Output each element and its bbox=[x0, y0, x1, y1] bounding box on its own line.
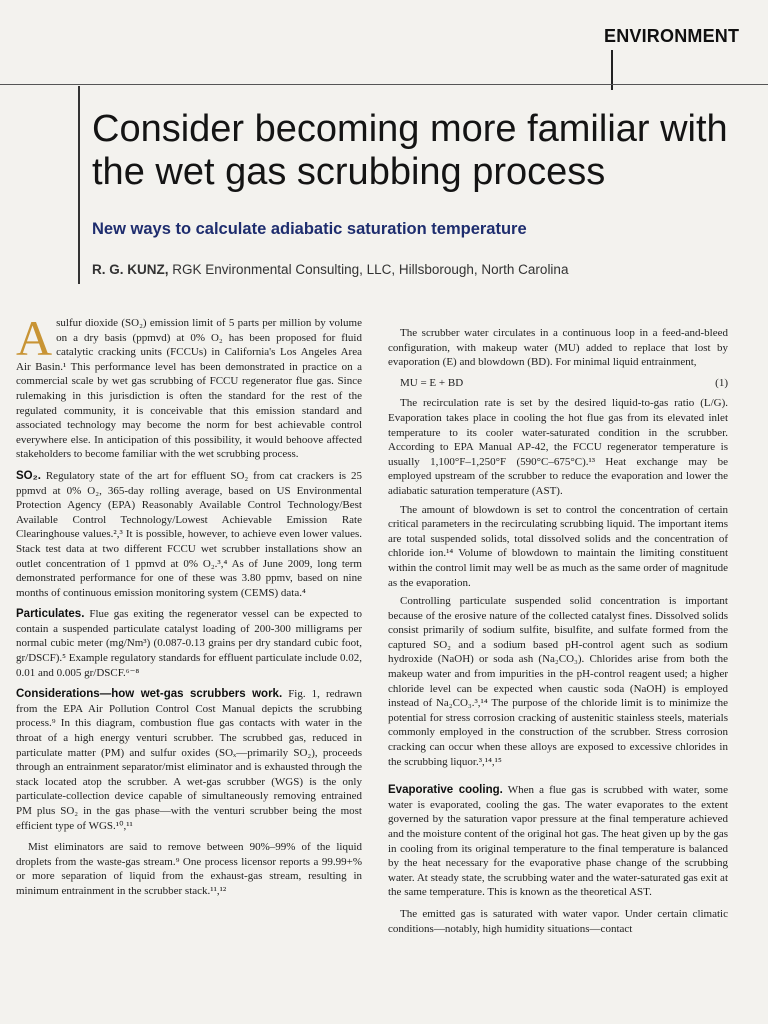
evaporative-cooling-text: When a flue gas is scrubbed with water, some water is evaporated, cooling the gas. The water evaporates to the extent governed by the saturation vapor pressure at the final temperature achieved and the moisture content of the original hot gas. The heat given up by the gas in cooling from its original temperature to the final temperature is balanced by the heat necessary for the evaporative phase change of the scrubbing water. At steady state, the scrubbing water and the water-saturated gas exit at the same temperature. This is known as the theoretical AST. bbox=[388, 784, 728, 899]
evaporative-cooling-paragraph bbox=[388, 783, 728, 900]
emitted-gas-paragraph: The emitted gas is saturated with water vapor. Under certain climatic conditions—notably, high humidity situations—contact bbox=[388, 907, 728, 935]
right-column bbox=[388, 326, 728, 940]
so2-paragraph bbox=[16, 469, 362, 600]
recirculation-paragraph: The scrubber water circulates in a continuous loop in a feed-and-bleed configuration, with makeup water (MU) added to replace that lost by evaporation (E) and blowdown (BD). For minimal liquid entrainment, bbox=[388, 327, 728, 369]
header-rule bbox=[0, 84, 768, 85]
so2-heading: SO₂. bbox=[16, 469, 41, 482]
considerations-heading: Considerations—how wet-gas scrubbers work. bbox=[16, 688, 283, 701]
recirculation-rate-paragraph: The recirculation rate is set by the desired liquid-to-gas ratio (L/G). Evaporation takes place in cooling the hot flue gas from its elevated inlet temperature to its cooler water-saturated condition in the scrubber. According to EPA Manual AP-42, the FCCU regenerator temperature is usually 1,100°F–1,250°F (590°C–675°C).¹³ Heat exchange may be employed upstream of the scrubber to reduce the evaporation and lower the adiabatic saturation temperature (AST). bbox=[388, 397, 728, 497]
mist-paragraph: Mist eliminators are said to remove between 90%–99% of the liquid droplets from the waste-gas stream.⁹ One process licensor reports a 99.99+% or more separation of liquid from the exhaust-gas stream, resulting in minimum entrainment in the scrubber stack.¹¹,¹² bbox=[16, 841, 362, 897]
intro-text: sulfur dioxide (SO₂) emission limit of 5 parts per million by volume on a dry basis (ppmvd) at 0% O₂ has been proposed for fluid catalytic cracking units (FCCUs) in California's Los Angeles Area Air Basin.¹ This performance level has been demonstrated in practice on a commercial scale by wet gas scrubbing of FCCU regenerator flue gas. Since rulemaking in this jurisdiction is often the standard for the rest of the regulated community, it is conceivable that this emission standard and associated technology may become the norm for best achievable control everywhere else. In anticipation of this possibility, it would behoove affected stakeholders to become familiar with the wet scrubbing process. bbox=[16, 317, 362, 461]
left-column bbox=[16, 310, 362, 903]
drop-cap: A bbox=[16, 310, 53, 366]
considerations-text: Fig. 1, redrawn from the EPA Air Pollution Control Cost Manual depicts the scrubbing process.⁹ In this diagram, combustion flue gas contacts with water in the throat of a high energy venturi scrubber. The scrubbed gas, reduced in particulate matter (PM) and sulfur oxides (SOₓ—primarily SO₂), proceeds through an entrainment separator/mist eliminator and is exhausted through the stack located atop the scrubber. A wet-gas scrubber (WGS) is the only particulate-collection device capable of simultaneously removing entrained PM plus SO₂ in the gas phase—with the venturi scrubber being the most efficient type of WGS.¹⁰,¹¹ bbox=[16, 688, 362, 832]
particulates-paragraph bbox=[16, 607, 362, 680]
article-subtitle: New ways to calculate adiabatic saturation temperature bbox=[92, 220, 527, 238]
blowdown-paragraph: The amount of blowdown is set to control the concentration of certain critical parameters in the recirculating scrubbing liquid. The important items are total suspended solids, total dissolved solids and the concentration of chloride ion.¹⁴ Volume of blowdown to maintain the limiting constituent within the control limit may well be as much as the same order of magnitude as the evaporation. bbox=[388, 503, 728, 589]
particulates-text: Flue gas exiting the regenerator vessel can be expected to contain a suspended particulate catalyst loading of 200-300 milligrams per normal cubic meter (mg/Nm³) (0.087-0.13 grains per dry standard cubic foot, gr/DSCF).⁵ Example regulatory standards for effluent particulate include 0.02, 0.01 and 0.005 gr/DSCF.⁶⁻⁸ bbox=[16, 608, 362, 679]
particulate-control-paragraph: Controlling particulate suspended solid concentration is important because of the erosive nature of the collected catalyst fines. Dissolved solids consist primarily of sodium sulfite, bisulfite, and sulfate formed from the captured SO₂ and a sodium based pH-control agent such as sodium hydroxide (NaOH) or soda ash (Na₂CO₃). Chlorides arise from both the makeup water and from impurities in the pH-control reagent used; a higher chloride level can be expected when caustic soda (NaOH) is employed instead of Na₂CO₃.³,¹⁴ The purpose of the chloride limit is to minimize the potential for stress corrosion cracking of austenitic stainless steels, materials commonly employed in the construction of the scrubber. Stress corrosion cracking can occur when these alloys are exposed to excessive chlorides in the scrubbing liquor.³,¹⁴,¹⁵ bbox=[388, 595, 728, 768]
considerations-paragraph bbox=[16, 687, 362, 833]
equation-number: (1) bbox=[715, 376, 728, 389]
byline bbox=[92, 262, 742, 277]
section-label: ENVIRONMENT bbox=[604, 26, 740, 46]
particulates-heading: Particulates. bbox=[16, 608, 85, 621]
equation-1 bbox=[388, 376, 728, 391]
author-affiliation: RGK Environmental Consulting, LLC, Hillsborough, North Carolina bbox=[172, 262, 569, 277]
equation-text: MU = E + BD bbox=[400, 376, 464, 389]
intro-paragraph bbox=[16, 310, 362, 462]
author-name: R. G. KUNZ, bbox=[92, 262, 169, 277]
evaporative-cooling-heading: Evaporative cooling. bbox=[388, 784, 503, 797]
title-side-rule bbox=[78, 86, 80, 284]
article-title: Consider becoming more familiar with the wet gas scrubbing process bbox=[92, 108, 728, 193]
so2-text: Regulatory state of the art for effluent SO₂ from cat crackers is 25 ppmvd at 0% O₂, 365-day rolling average, based on US Environmental Protection Agency (EPA) Reasonably Available Control Technology/Best Available Control Technology/Lowest Achievable Emission Rate Clearinghouse values.²,³ It is possible, however, to achieve even lower values. Stack test data at two different FCCU wet scrubber installations show an outlet concentration of 1 ppmvd at 0% O₂.³,⁴ As of June 2009, long term demonstrated performance for one of these was 3.80 ppmv, based on nine months of continuous emission monitoring system (CEMS) data.⁴ bbox=[16, 469, 362, 599]
